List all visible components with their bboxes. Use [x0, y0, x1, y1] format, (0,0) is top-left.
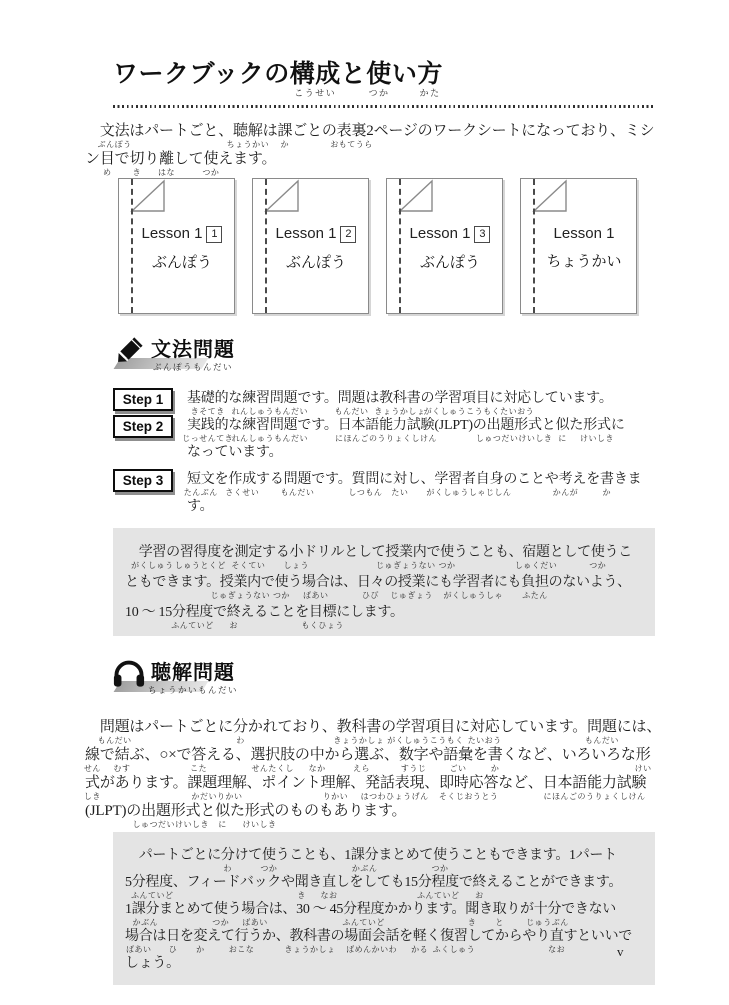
- worksheet-card-1: [118, 178, 235, 314]
- worksheet-card-4: [520, 178, 637, 314]
- step-3-text: 短文 たんぶん を作成 さくせい する問題 もんだい です。質問 しつもん に対 たい し、学習者自身 がくしゅうしゃじしん のことや考 かんが えを書 か きま す。: [183, 472, 642, 514]
- worksheet-card-2: [252, 178, 369, 314]
- step-2-text: 実践的 じっせんてき な練習問題 れんしゅうもんだい です。日本語能力試験 にほんごのうりょくしけん (JLPT)の出題形式 しゅつだいけいしき と似 に た形式 けいしき に なっています。: [182, 418, 625, 460]
- step-row-2: [113, 412, 655, 466]
- title-block: [113, 58, 655, 98]
- page-content: [83, 58, 662, 985]
- card-number-badge: 2: [340, 226, 356, 243]
- perforation-line: [533, 179, 535, 313]
- perforation-line: [131, 179, 133, 313]
- card-subtitle: ぶんぽう: [285, 255, 346, 271]
- card-subtitle: ぶんぽう: [151, 255, 212, 271]
- card-title: Lesson 1: [553, 225, 615, 242]
- worksheet-card-3: [386, 178, 503, 314]
- step-1-text: 基礎的 きそてき な練習問題 れんしゅうもんだい です。問題 もんだい は教科書 きょうかしょ の学習項目 がくしゅうこうもく に対応 たいおう しています。: [187, 391, 613, 416]
- card-subtitle: ちょうかい: [546, 254, 622, 270]
- perforation-line: [399, 179, 401, 313]
- perforation-line: [265, 179, 267, 313]
- step-1-badge: Step 1: [113, 388, 173, 411]
- folded-corner-icon: [253, 179, 309, 219]
- intro-paragraph: 文法 ぶんぽう はパートごと、聴解 ちょうかい は課 か ごとの表裏 おもてうら 2ページのワークシートになっており、ミシ ン目 め で切 き り離 はな して使 つか えます。: [85, 123, 655, 177]
- card-subtitle: ぶんぽう: [419, 255, 480, 271]
- pencil-icon: [113, 335, 145, 367]
- folded-corner-icon: [387, 179, 443, 219]
- dotted-divider: [113, 105, 655, 108]
- listening-paragraph: 問題 もんだい はパートごとに分 わ かれており、教科書 きょうかしょ の学習項目 がくしゅうこうもく に対応 たいおう しています。問題 もんだい には、 線 せん で結 むす ぶ、○×で答 こた える、選択肢 せんたくし の中 なか から選 えら ぶ、数字 すうじ や語彙 ごい を書 か くなど、いろいろな形 けい 式 しき があります。課題理解 かだいりかい 、ポイント理解 りかい 、発話表現 はつわひょうげん 、即時応答 そくじおうとう など、日本語能力試験 にほんごのうりょくしけん (JLPT)の出題形式 しゅつだいけいしき と似 に た形式 けいしき のものもあります。: [83, 719, 662, 829]
- section-title-listening: 聴解問題 ちょうかいもんだい: [147, 662, 239, 695]
- card-number-badge: 3: [474, 226, 490, 243]
- section-title-grammar: 文法問題 ぶんぽうもんだい: [151, 339, 235, 372]
- page-number: v: [617, 944, 624, 959]
- card-title: Lesson 1 3: [398, 225, 502, 243]
- listening-section-header: [113, 660, 655, 704]
- grammar-steps: [113, 385, 655, 520]
- page-title: ワークブックの構成 こうせい と使 つか い方 かた: [113, 60, 443, 98]
- card-title: Lesson 1 1: [130, 225, 234, 243]
- grammar-note-box: 学習 がくしゅう の習得度 しゅうとくど を測定 そくてい する小 しょう ドリルとして授業内 じゅぎょうない で使 つか うことも、宿題 しゅくだい として使 つか うこ ともできます。授業内 じゅぎょうない で使 つか う場合 ばあい は、日々 ひび の授業 じゅぎょう にも学習者 がくしゅうしゃ にも負担 ふたん のないよう、 10 ～ 15分程度 ふんていど で終 お えることを目標 もくひょう にします。: [113, 528, 655, 636]
- worksheet-cards: [118, 178, 655, 314]
- step-row-1: [113, 385, 655, 416]
- listening-note-box: パートごとに分 わ けて使 つか うことも、1課分 かぶん まとめて使 つか うこともできます。1パート 5分程度 ふんていど 、フィードバックや聞 き き直 なお しをしても15分程度 ふんていど で終 お えることができます。 1課分 かぶん まとめて使 つか う場合 ばあい は、30 ～ 45分程度 ふんていど かかります。聞 き き取 と りが十分 じゅうぶん できない 場合 ばあい は日 ひ を変 か えて行 おこな うか、教科書 きょうかしょ の場面会話 ばめんかいわ を軽 かる く復習 ふくしゅう してからやり直 なお すといいで しょう。: [113, 832, 655, 985]
- grammar-section-header: [113, 337, 655, 381]
- step-row-3: [113, 466, 655, 520]
- headphones-icon: [113, 658, 145, 690]
- card-title: Lesson 1 2: [264, 225, 368, 243]
- step-2-badge: Step 2: [113, 415, 173, 438]
- step-3-badge: Step 3: [113, 469, 173, 492]
- folded-corner-icon: [521, 179, 577, 219]
- card-number-badge: 1: [206, 226, 222, 243]
- folded-corner-icon: [119, 179, 175, 219]
